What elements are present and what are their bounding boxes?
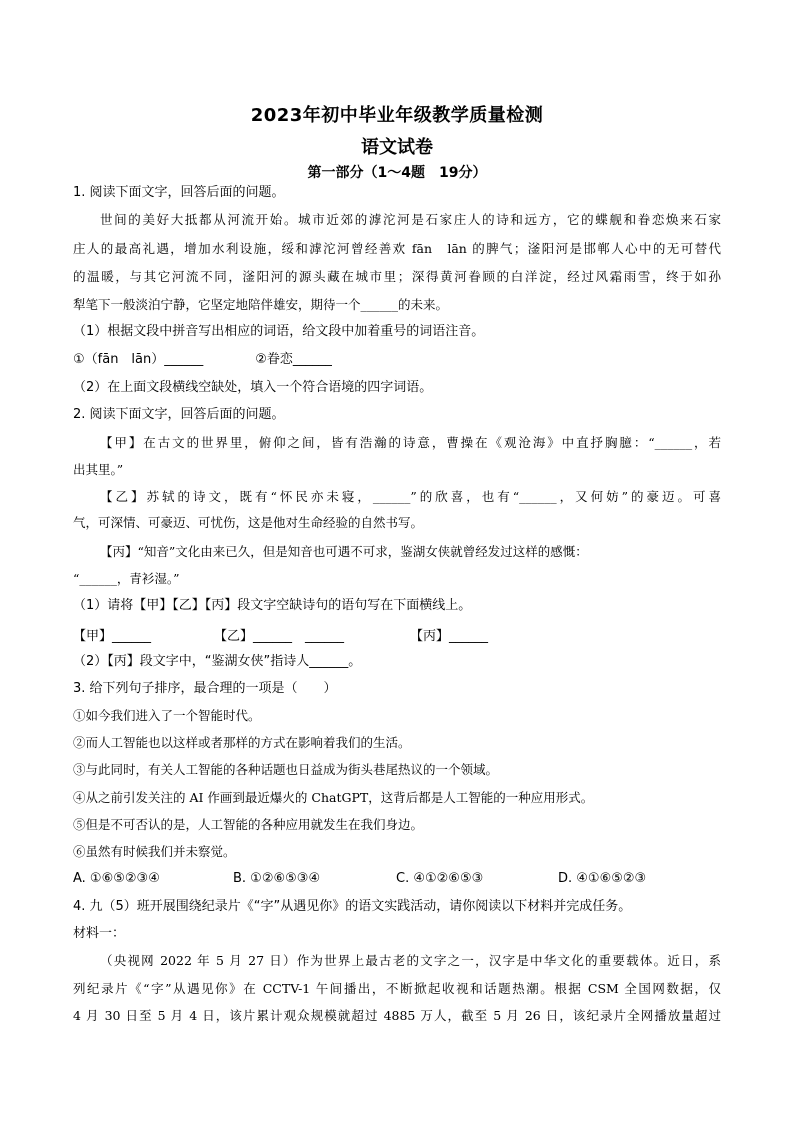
q4-stem: 4. 九（5）班开展围绕纪录片《“字”从遇见你》的语文实践活动，请你阅读以下材料并完成任务。 — [73, 899, 632, 914]
q3-option-c: C. ④①②⑥⑤③ — [396, 871, 484, 886]
q2-blank-yi: 【乙】______ ______ — [214, 629, 345, 644]
q3-sentence: ③与此同时，有关人工智能的各种话题也日益成为街头巷尾热议的一个领域。 — [73, 762, 499, 777]
q1-passage-line: 庄人的最高礼遇，增加水利设施，绥和滹沱河曾经善欢 fān lān 的脾气；滏阳河是邯郸人心中的无可替代 — [73, 241, 721, 256]
exam-subtitle: 语文试卷 — [361, 137, 433, 158]
q2-passage-line: 【甲】在古文的世界里，俯仰之间，皆有浩瀚的诗意，曹操在《观沧海》中直抒胸臆：“______，若 — [100, 435, 721, 450]
q2-sub2: （2）【丙】段文字中，“鉴湖女侠”指诗人______。 — [73, 654, 362, 669]
q2-stem: 2. 阅读下面文字，回答后面的问题。 — [73, 407, 285, 422]
q3-option-a: A. ①⑥⑤②③④ — [73, 871, 160, 886]
q3-option-d: D. ④①⑥⑤②③ — [558, 871, 647, 886]
q1-sub2: （2）在上面文段横线空缺处，填入一个符合语境的四字词语。 — [73, 380, 433, 395]
q4-passage-line: 列纪录片《“字”从遇见你》在 CCTV-1 午间播出，不断掀起收视和话题热潮。根据 CSM 全国网数据，仅 — [73, 981, 721, 996]
q1-sub1-answers: ①（fān lān）______ ②眷恋______ — [73, 352, 332, 367]
q1-passage-line: 的温暖，与其它河流不同，滏阳河的源头藏在城市里；深得黄河眷顾的白洋淀，经过风霜雨雪，终于如孙 — [73, 269, 721, 284]
q3-stem: 3. 给下列句子排序，最合理的一项是（ ） — [73, 681, 337, 696]
q4-passage-line: 4 月 30 日至 5 月 4 日，该片累计观众规模就超过 4885 万人，截至 5 月 26 日，该纪录片全网播放量超过 — [73, 1008, 721, 1023]
q2-passage-line: 出其里。” — [73, 462, 124, 477]
q3-sentence: ②而人工智能也以这样或者那样的方式在影响着我们的生活。 — [73, 735, 411, 750]
q3-sentence: ④从之前引发关注的 AI 作画到最近爆火的 ChatGPT，这背后都是人工智能的一种应用形式。 — [73, 790, 594, 805]
q2-passage-line: 气，可深情、可豪迈、可忧伤，这是他对生命经验的自然书写。 — [73, 515, 424, 530]
q1-stem: 1. 阅读下面文字，回答后面的问题。 — [73, 185, 285, 200]
q2-blank-jia: 【甲】______ — [73, 629, 152, 644]
q4-passage-line: （央视网 2022 年 5 月 27 日）作为世界上最古老的文字之一，汉字是中华文化的重要载体。近日，系 — [100, 953, 721, 968]
section-heading: 第一部分（1～4题 19分） — [307, 165, 487, 181]
q3-sentence: ⑥虽然有时候我们并未察觉。 — [73, 844, 236, 859]
q2-sub1: （1）请将【甲】【乙】【丙】段文字空缺诗句的语句写在下面横线上。 — [73, 598, 472, 613]
q1-passage-line: 犁笔下一般淡泊宁静，它坚定地陪伴雄安，期待一个______的未来。 — [73, 297, 449, 312]
q3-sentence: ⑤但是不可否认的是，人工智能的各种应用就发生在我们身边。 — [73, 817, 424, 832]
q1-sub1: （1）根据文段中拼音写出相应的词语，给文段中加着重号的词语注音。 — [73, 324, 485, 339]
q3-option-b: B. ①②⑥⑤③④ — [233, 871, 321, 886]
q2-passage-line: “______，青衫湿。” — [73, 571, 180, 586]
q4-material-label: 材料一： — [73, 926, 126, 941]
q2-blank-bing: 【丙】______ — [410, 629, 489, 644]
q2-passage-line: 【乙】苏轼的诗文，既有“怀民亦未寝，______”的欣喜，也有“______，又何妨”的豪迈。可喜 — [100, 489, 721, 504]
q1-passage-line: 世间的美好大抵都从河流开始。城市近郊的滹沱河是石家庄人的诗和远方，它的蝶舰和眷恋焕来石家 — [100, 212, 721, 227]
q3-sentence: ①如今我们进入了一个智能时代。 — [73, 708, 261, 723]
exam-title: 2023年初中毕业年级教学质量检测 — [250, 105, 544, 126]
q2-passage-line: 【丙】“知音”文化由来已久，但是知音也可遇不可求，鉴湖女侠就曾经发过这样的感慨： — [100, 544, 588, 559]
